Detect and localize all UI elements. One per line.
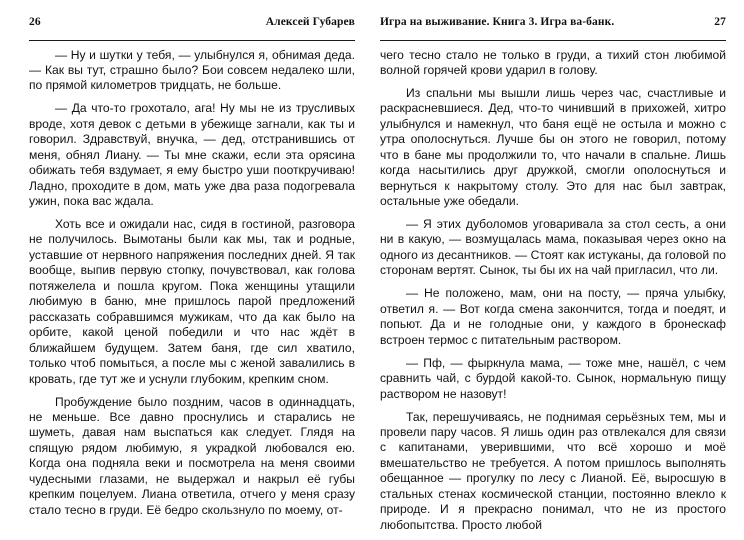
paragraph: — Да что-то грохотало, ага! Ну мы не из трусливых вроде, хотя девок с детьми в убежище загнали, как ты и говорил. Здравствуй, внучка, — дед, отстранившись от меня, обнял Лиану. — Ты мне скажи, если эта орясина обижать тебя вздумает, я ему быстро уши пооткручиваю! Ладно, проходите в дом, мать уже два раза подогревала ужин, пока вас ждала. (29, 101, 355, 209)
right-head-rule (380, 40, 726, 41)
paragraph: — Я этих дуболомов уговаривала за стол сесть, а они ни в какую, — возмущалась мама, показывая через окно на одного из десантников. — Стоят как истуканы, да головой по сторонам вертят. Сынок, ты бы их на чай пригласил, что ли. (380, 217, 726, 278)
paragraph: чего тесно стало не только в груди, а тихий стон любимой волной горячей крови ударил в голову. (380, 47, 726, 77)
right-running-head-title: Игра на выживание. Книга 3. Игра ва-банк. (380, 16, 615, 28)
left-running-head-title: Алексей Губарев (265, 16, 355, 28)
paragraph: Пробуждение было поздним, часов в одиннадцать, не меньше. Все давно проснулись и старались не шуметь, давая нам выспаться как следует. Глядя на спящую рядом любимую, я украдкой любовался ею. Когда она подняла веки и посмотрела на меня своими чудесными глазами, не выдержал и накрыл её губы крепким поцелуем. Лиана ответила, отчего у меня сразу стало тесно в груди. Её бедро скользнуло по моему, от- (29, 394, 355, 517)
left-body-text (29, 48, 355, 519)
paragraph: — Не положено, мам, они на посту, — пряча улыбку, ответил я. — Вот когда смена закончится, тогда и поедят, и попьют. Да и не голодные они, у каждого в бронескаф встроен термос с питательным раствором. (380, 286, 726, 347)
paragraph: Хоть все и ожидали нас, сидя в гостиной, разговора не получилось. Вымотаны были как мы, так и родные, уставшие от нервного напряжения последних дней. Я так вообще, выпив первую стопку, почувствовал, как голова потяжелела и пошла кругом. Пока женщины утащили любимую в баню, мне пришлось парой предложений рассказать собравшимся мужикам, что да как было на орбите, какой ценой победили и что нас ждёт в ближайшем будущем. Затем баня, где сил хватило, только чтоб помыться, а после мы с женой завалились в кровать, где тут же и уснули глубоким, крепким сном. (29, 217, 355, 386)
left-running-head (29, 0, 355, 36)
paragraph: Так, перешучиваясь, не поднимая серьёзных тем, мы и провели пару часов. Я лишь один раз отвлекался для связи с капитанами, уверившими, что всё хорошо и моё вмешательство не требуется. А потом пришлось выполнять обещанное — прогулку по лесу с Лианой. Её, выросшую в стальных стенах космической станции, постоянно влекло к природе. И я прекрасно понимал, что не из простого любопытства. Просто любой (380, 409, 726, 532)
right-page (368, 0, 744, 540)
paragraph: — Пф, — фыркнула мама, — тоже мне, нашёл, с чем сравнить чай, с бурдой какой-то. Сынок, нормальную пищу раствором не назовут! (380, 355, 726, 401)
paragraph: Из спальни мы вышли лишь через час, счастливые и раскрасневшиеся. Дед, что-то чинивший в прихожей, хитро улыбнулся и намекнул, что баня ещё не остыла и можно с утра ополоснуться. Лучше бы он этого не говорил, потому что в бане мы продолжили то, что начали в спальне. Лишь когда насытились друг дружкой, смогли ополоснуться и вернуться к накрытому столу. Это для нас был завтрак, остальные уже обедали. (380, 85, 726, 209)
left-head-rule (29, 40, 355, 41)
right-body-text (380, 48, 726, 534)
right-folio: 27 (714, 16, 726, 28)
left-page (0, 0, 368, 540)
right-running-head (380, 0, 726, 36)
paragraph: — Ну и шутки у тебя, — улыбнулся я, обнимая деда. — Как вы тут, страшно было? Бои совсем недалеко шли, по прямой километров тридцать, не больше. (29, 47, 355, 93)
left-folio: 26 (29, 16, 41, 28)
